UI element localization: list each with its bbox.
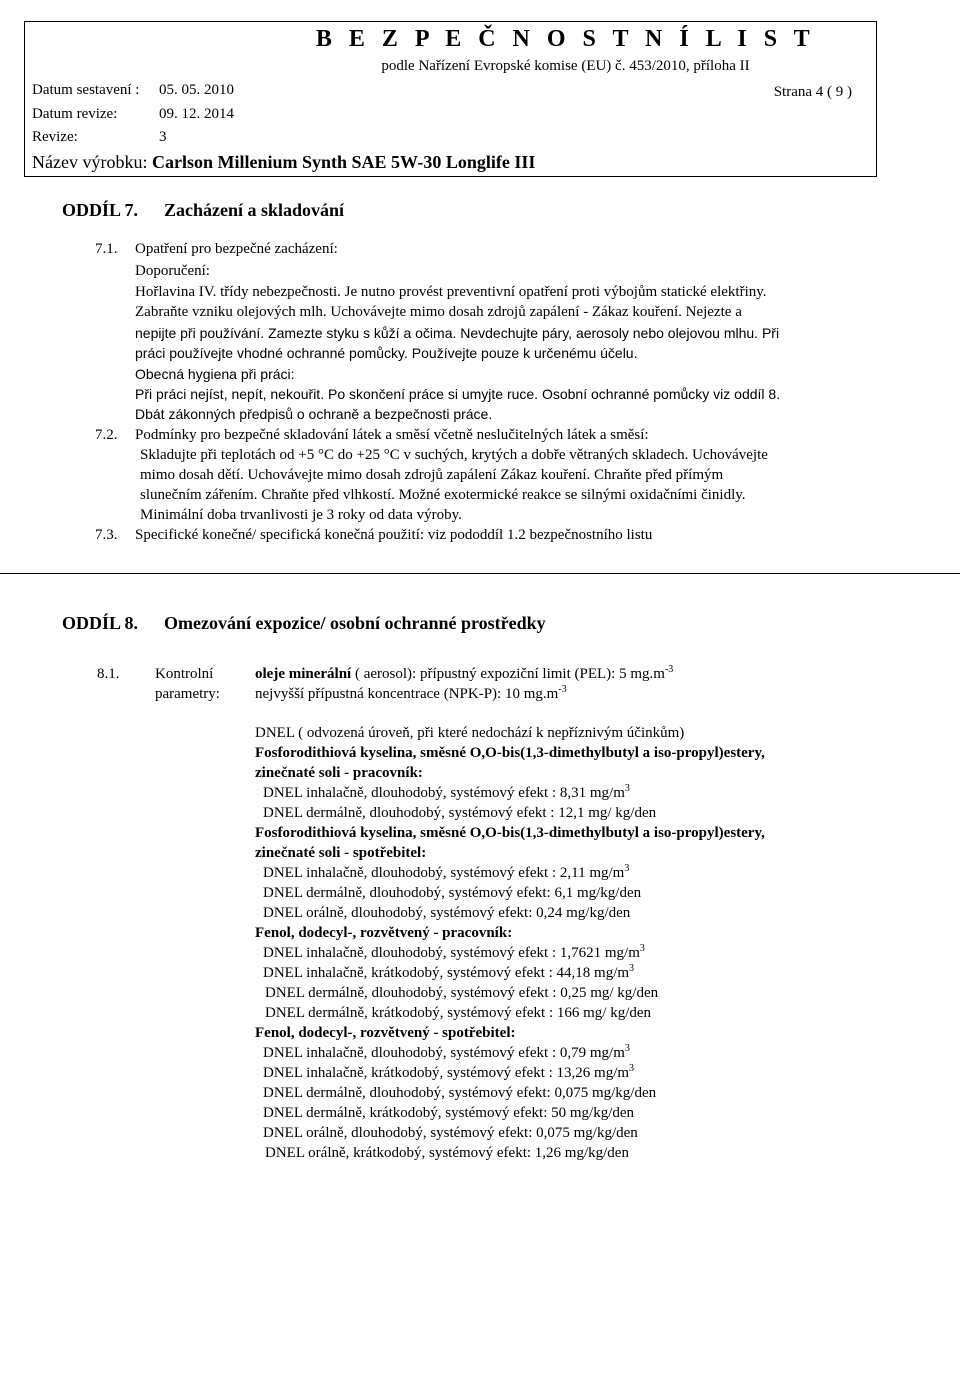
page-number: Strana 4 ( 9 ) — [773, 84, 852, 100]
g1-title1-text: Fosforodithiová kyselina, směsné O,O-bis(1,3-dimethylbutyl a iso-propyl)estery, — [255, 745, 765, 761]
s81-limit1 — [255, 666, 673, 683]
g3-title-text: Fenol, dodecyl-, rozvětvený - pracovník: — [255, 925, 513, 941]
date-revised-row — [32, 106, 234, 123]
s71-doporuceni: Doporučení: — [135, 263, 210, 279]
s81-limit1-text: ( aerosol): přípustný expoziční limit (PEL): 5 mg.m — [351, 666, 665, 682]
g3-item2 — [263, 965, 634, 982]
g4-item5: DNEL orálně, dlouhodobý, systémový efekt: 0,075 mg/kg/den — [263, 1125, 638, 1141]
document-subtitle: podle Nařízení Evropské komise (EU) č. 453/2010, příloha II — [381, 58, 750, 74]
g1-item1-text: DNEL inhalačně, dlouhodobý, systémový efekt : 8,31 mg/m — [263, 785, 625, 801]
g2-title1-text: Fosforodithiová kyselina, směsné O,O-bis(1,3-dimethylbutyl a iso-propyl)estery, — [255, 825, 765, 841]
g1-item1 — [263, 785, 630, 802]
s81-limit1-substance: oleje minerální — [255, 666, 352, 682]
s71-line3: nepijte při používání. Zamezte styku s kůží a očima. Nevdechujte páry, aerosoly nebo olejovou mlhu. Při — [135, 325, 780, 341]
g3-item4: DNEL dermálně, krátkodobý, systémový efekt : 166 mg/ kg/den — [265, 1005, 652, 1021]
g4-item2 — [263, 1065, 634, 1082]
s72-line3: slunečním zářením. Chraňte před vlhkostí. Možné exotermické reakce se silnými oxidačními činidly. — [140, 487, 746, 503]
g2-item1-sup: 3 — [624, 863, 630, 874]
g2-item2: DNEL dermálně, dlouhodobý, systémový efekt: 6,1 mg/kg/den — [263, 885, 642, 901]
product-name: Carlson Millenium Synth SAE 5W-30 Longlife III — [151, 152, 536, 172]
g2-title1 — [255, 825, 765, 842]
revision-value: 3 — [159, 129, 167, 145]
g3-item1-text: DNEL inhalačně, dlouhodobý, systémový efekt : 1,7621 mg/m — [263, 945, 640, 961]
s72-line2: mimo dosah dětí. Uchovávejte mimo dosah zdrojů zapálení Zákaz kouření. Chraňte před přímým — [140, 467, 724, 483]
g4-item4: DNEL dermálně, krátkodobý, systémový efekt: 50 mg/kg/den — [263, 1105, 635, 1121]
s71-line6: Při práci nejíst, nepít, nekouřit. Po skončení práce si umyjte ruce. Osobní ochranné pomůcky viz oddíl 8. — [135, 386, 781, 402]
g2-item1-text: DNEL inhalačně, dlouhodobý, systémový efekt : 2,11 mg/m — [263, 865, 625, 881]
g1-title1 — [255, 745, 765, 762]
g4-item1-sup: 3 — [624, 1043, 630, 1054]
s73-number: 7.3. — [95, 527, 118, 543]
section7-number: ODDÍL 7. — [62, 200, 139, 220]
s72-line1: Skladujte při teplotách od +5 °C do +25 °C v suchých, krytých a dobře větraných skladech. Uchovávejte — [140, 447, 768, 463]
g3-title — [255, 925, 512, 942]
s73-title: Specifické konečné/ specifická konečná použití: viz pododdíl 1.2 bezpečnostního listu — [135, 527, 653, 543]
date-created-label: Datum sestavení : — [32, 82, 140, 98]
revision-label: Revize: — [32, 129, 78, 145]
section8-heading — [62, 613, 546, 634]
s72-title: Podmínky pro bezpečné skladování látek a směsí včetně neslučitelných látek a směsí: — [135, 427, 649, 443]
g3-item3: DNEL dermálně, dlouhodobý, systémový efekt : 0,25 mg/ kg/den — [265, 985, 659, 1001]
g3-item1 — [263, 945, 645, 962]
s81-label2: parametry: — [155, 686, 220, 702]
section7-title: Zacházení a skladování — [164, 200, 345, 220]
g4-title-text: Fenol, dodecyl-, rozvětvený - spotřebitel: — [255, 1025, 516, 1041]
s71-line1: Hořlavina IV. třídy nebezpečnosti. Je nutno provést preventivní opatření proti výbojům statické elektřiny. — [135, 284, 767, 300]
date-created-row — [32, 82, 234, 99]
section8-title: Omezování expozice/ osobní ochranné prostředky — [164, 613, 546, 633]
g4-item2-sup: 3 — [629, 1063, 635, 1074]
section8-number: ODDÍL 8. — [62, 613, 139, 633]
dnel-intro: DNEL ( odvozená úroveň, při které nedochází k nepříznivým účinkům) — [255, 725, 685, 741]
g2-item1 — [263, 865, 629, 882]
g4-title — [255, 1025, 516, 1042]
s72-number: 7.2. — [95, 427, 118, 443]
g4-item1 — [263, 1045, 630, 1062]
section7-heading — [62, 200, 344, 221]
s81-limit2-text: nejvyšší přípustná koncentrace (NPK-P): 10 mg.m — [255, 686, 559, 702]
s72-line4: Minimální doba trvanlivosti je 3 roky od data výroby. — [140, 507, 462, 523]
g1-item2: DNEL dermálně, dlouhodobý, systémový efekt : 12,1 mg/ kg/den — [263, 805, 657, 821]
s81-limit1-sup: -3 — [664, 664, 674, 675]
g3-item2-text: DNEL inhalačně, krátkodobý, systémový efekt : 44,18 mg/m — [263, 965, 630, 981]
s71-number: 7.1. — [95, 241, 118, 257]
g3-item2-sup: 3 — [629, 963, 635, 974]
s81-limit2-sup: -3 — [558, 684, 567, 695]
g3-item1-sup: 3 — [639, 943, 645, 954]
g4-item2-text: DNEL inhalačně, krátkodobý, systémový efekt : 13,26 mg/m — [263, 1065, 630, 1081]
product-label: Název výrobku: — [32, 152, 148, 172]
g1-title2 — [255, 765, 423, 782]
date-revised-label: Datum revize: — [32, 106, 118, 122]
product-row — [32, 152, 535, 173]
g1-item1-sup: 3 — [624, 783, 630, 794]
s81-number: 8.1. — [97, 666, 120, 682]
s71-line5: Obecná hygiena při práci: — [135, 366, 295, 382]
g2-item3: DNEL orálně, dlouhodobý, systémový efekt: 0,24 mg/kg/den — [263, 905, 631, 921]
s71-line7: Dbát zákonných předpisů o ochraně a bezpečnosti práce. — [135, 406, 493, 422]
s81-label1: Kontrolní — [155, 666, 214, 682]
g4-item6: DNEL orálně, krátkodobý, systémový efekt: 1,26 mg/kg/den — [265, 1145, 629, 1161]
s71-line2: Zabraňte vzniku olejových mlh. Uchovávejte mimo dosah zdrojů zapálení - Zákaz kouření. Nejezte a — [135, 304, 742, 320]
g4-item1-text: DNEL inhalačně, dlouhodobý, systémový efekt : 0,79 mg/m — [263, 1045, 625, 1061]
date-created-value: 05. 05. 2010 — [159, 82, 234, 98]
g2-title2-text: zinečnaté soli - spotřebitel: — [255, 845, 427, 861]
s71-title: Opatření pro bezpečné zacházení: — [135, 241, 338, 257]
document-header — [24, 21, 877, 177]
g4-item3: DNEL dermálně, dlouhodobý, systémový efekt: 0,075 mg/kg/den — [263, 1085, 657, 1101]
g1-title2-text: zinečnaté soli - pracovník: — [255, 765, 423, 781]
document-title: B E Z P E Č N O S T N Í L I S T — [315, 26, 816, 52]
revision-row — [32, 129, 167, 146]
s81-limit2 — [255, 686, 567, 703]
g2-title2 — [255, 845, 426, 862]
date-revised-value: 09. 12. 2014 — [159, 106, 234, 122]
s71-line4: práci používejte vhodné ochranné pomůcky. Používejte pouze k určenému účelu. — [135, 345, 638, 361]
section-divider — [0, 573, 960, 574]
